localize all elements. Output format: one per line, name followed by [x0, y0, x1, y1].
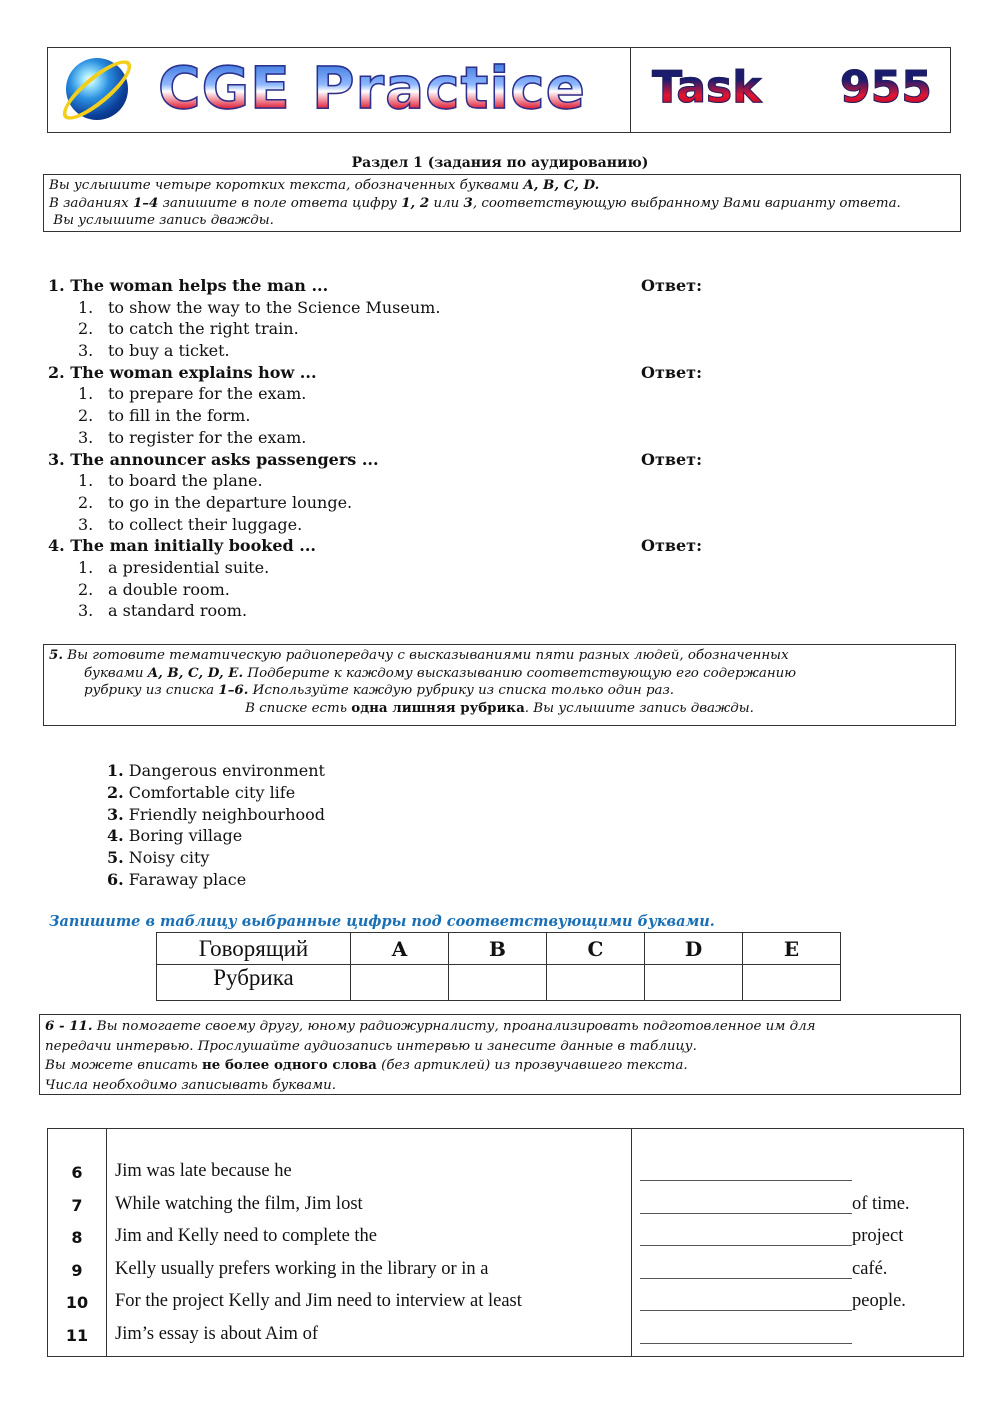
speaker-d: D [645, 933, 743, 965]
gap-fill-table [47, 1128, 964, 1357]
task6-line-1 [45, 1017, 955, 1037]
rubric-number: 3. [107, 804, 124, 824]
speaker-c: C [547, 933, 645, 965]
row-suffix: café. [852, 1258, 888, 1279]
text: Вы помогаете своему другу, юному радиожурналисту, проанализировать подготовленное им для [92, 1019, 816, 1034]
option[interactable] [48, 601, 748, 623]
answer-blank[interactable] [640, 1180, 852, 1181]
instruction-line-3: Вы услышите запись дважды. [49, 213, 274, 228]
option-text: to go in the departure lounge. [108, 492, 353, 512]
range: 1–4 [132, 194, 159, 211]
rubric-item [107, 848, 325, 870]
option[interactable] [48, 428, 748, 450]
option-number: 3. [78, 341, 94, 361]
question-1 [48, 276, 748, 298]
emphasis: одна лишняя рубрика [351, 699, 525, 716]
task6-line-2: передачи интервью. Прослушайте аудиозапись интервью и занесите данные в таблицу. [45, 1038, 697, 1054]
answer-label: Ответ: [641, 449, 702, 469]
speaker-row [157, 933, 841, 965]
text: В заданиях [49, 195, 133, 211]
instructions-box [43, 174, 961, 232]
option-number: 1. [78, 471, 94, 491]
gap-row-11 [48, 1323, 963, 1355]
answer-label: Ответ: [641, 276, 702, 295]
answer-label: Ответ: [641, 536, 702, 556]
rubric-number: 1. [107, 761, 124, 780]
section-title: Раздел 1 (задания по аудированию) [351, 155, 649, 171]
rubric-item [107, 761, 325, 783]
answer-blank[interactable] [640, 1213, 852, 1214]
answer-cell-a[interactable] [351, 965, 449, 1001]
row-suffix: people. [852, 1291, 906, 1311]
question-title: 3. The announcer asks passengers ... [48, 449, 379, 469]
emphasis: не более одного слова [201, 1057, 377, 1073]
text: , соответствующую выбранному Вами варианту ответа. [472, 195, 901, 211]
speaker-a: A [351, 933, 449, 965]
rubric-text: Dangerous environment [128, 761, 325, 780]
gap-row-9 [48, 1258, 963, 1290]
option-text: to catch the right train. [108, 319, 299, 339]
row-suffix: of time. [852, 1193, 910, 1214]
rubric-text: Noisy city [128, 848, 210, 868]
row-number: 7 [71, 1195, 83, 1215]
task-number: 6 - 11. [45, 1018, 93, 1034]
text: Вы готовите тематическую радиопередачу с высказываниями пяти разных людей, обозначенных [62, 648, 789, 663]
option-text: to board the plane. [108, 471, 263, 491]
row-text: Jim and Kelly need to complete the [115, 1226, 378, 1246]
task6-line-4: Числа необходимо записывать буквами. [45, 1077, 337, 1093]
option[interactable] [48, 580, 748, 602]
option-number: 2. [78, 406, 94, 426]
gap-row-6 [48, 1160, 963, 1192]
question-title: 2. The woman explains how ... [48, 362, 317, 382]
answer-cell-c[interactable] [547, 965, 645, 1001]
text: . Вы услышите запись дважды. [524, 700, 754, 716]
gap-row-7 [48, 1193, 963, 1225]
row-text: Jim was late because he [115, 1161, 292, 1181]
option-text: to register for the exam. [108, 427, 307, 447]
speaker-e: E [743, 933, 841, 965]
question-2 [48, 363, 748, 385]
rubric-number: 2. [107, 782, 124, 802]
option-text: a presidential suite. [108, 557, 270, 577]
option-text: a double room. [108, 579, 230, 599]
speaker-b: B [449, 933, 547, 965]
task6-11-instructions [39, 1014, 961, 1095]
row-number: 9 [71, 1260, 83, 1280]
text: запишите в поле ответа цифру [158, 195, 402, 211]
option-text: to fill in the form. [108, 406, 251, 426]
option[interactable] [48, 558, 748, 580]
task5-instructions [43, 644, 956, 726]
digit: 3 [463, 194, 473, 211]
answer-blank[interactable] [640, 1310, 852, 1311]
question-title: 4. The man initially booked ... [48, 536, 316, 556]
option[interactable] [48, 406, 748, 428]
rubric-item [107, 826, 325, 848]
rubric-text: Friendly neighbourhood [128, 804, 325, 824]
row-text: Kelly usually prefers working in the library or in a [115, 1258, 489, 1279]
logo-text: CGE Practice [158, 54, 586, 122]
speaker-rubric-table [156, 932, 841, 1001]
gap-row-10 [48, 1290, 963, 1322]
option-text: to prepare for the exam. [108, 384, 307, 404]
questions-block [48, 276, 748, 623]
answer-blank[interactable] [640, 1278, 852, 1279]
option[interactable] [48, 384, 748, 406]
answer-cell-b[interactable] [449, 965, 547, 1001]
option-number: 3. [78, 427, 94, 447]
option-number: 2. [78, 492, 94, 512]
answer-blank[interactable] [640, 1245, 852, 1246]
option-number: 1. [78, 384, 94, 404]
header-banner [47, 47, 951, 133]
option-number: 2. [78, 319, 94, 339]
task5-line-2 [49, 665, 950, 683]
option-number: 2. [78, 579, 94, 599]
task6-line-3 [45, 1056, 955, 1076]
option[interactable] [48, 515, 748, 537]
letters: A, B, C, D, E. [147, 664, 244, 681]
task5-line-4 [49, 700, 950, 718]
text: В списке есть [245, 700, 352, 716]
option-number: 1. [78, 297, 94, 317]
task-number: 955 [840, 62, 932, 113]
task-label: Task [652, 62, 762, 113]
row-number: 11 [65, 1325, 89, 1345]
option-text: a standard room. [108, 601, 248, 621]
globe-icon [66, 58, 128, 120]
answer-cell-e[interactable] [743, 965, 841, 1001]
rubric-text: Faraway place [128, 869, 247, 889]
option[interactable] [48, 298, 748, 320]
rubric-text: Boring village [128, 826, 243, 846]
text: Вы услышите четыре коротких текста, обозначенных буквами [49, 178, 524, 193]
rubric-item [107, 783, 325, 805]
text: или [429, 195, 464, 211]
row-text: While watching the film, Jim lost [115, 1193, 363, 1214]
gap-row-8 [48, 1225, 963, 1257]
answer-cell-d[interactable] [645, 965, 743, 1001]
rubric-text: Comfortable city life [128, 782, 296, 802]
text: рубрику из списка [84, 683, 219, 698]
option-number: 1. [78, 557, 94, 577]
text: Используйте каждую рубрику из списка только один раз. [248, 683, 675, 698]
instruction-line-2 [49, 195, 955, 213]
task5-line-1 [49, 647, 950, 665]
row-text: Jim’s essay is about Aim of [115, 1323, 318, 1344]
header-divider [630, 48, 631, 132]
text: буквами [84, 665, 148, 681]
digits: 1, 2 [401, 194, 430, 211]
range: 1–6. [218, 682, 249, 698]
rubric-item [107, 805, 325, 827]
question-4 [48, 536, 748, 558]
row-text: For the project Kelly and Jim need to interview at least [115, 1291, 522, 1311]
globe-ring [55, 52, 139, 129]
rubric-item [107, 870, 325, 892]
option-text: to collect their luggage. [108, 514, 303, 534]
task5-line-3 [49, 682, 950, 700]
row-label: Говорящий [157, 933, 351, 965]
option[interactable] [48, 493, 748, 515]
option[interactable] [48, 471, 748, 493]
task-number: 5. [49, 647, 63, 663]
text: Подберите к каждому высказыванию соответствующую его содержанию [243, 665, 797, 681]
letters: A, B, C, D. [523, 177, 600, 193]
option[interactable] [48, 341, 748, 363]
rubric-row [157, 965, 841, 1001]
option-text: to show the way to the Science Museum. [108, 297, 441, 317]
rubric-number: 6. [107, 869, 124, 889]
text: Вы можете вписать [45, 1058, 202, 1073]
row-number: 8 [71, 1228, 83, 1247]
answer-blank[interactable] [640, 1343, 852, 1344]
instruction-line-1 [49, 177, 955, 195]
rubric-number: 5. [107, 848, 124, 868]
option-number: 3. [78, 601, 94, 621]
table-instruction: Запишите в таблицу выбранные цифры под соответствующими буквами. [49, 913, 715, 930]
option-text: to buy a ticket. [108, 341, 230, 361]
row-suffix: project [852, 1226, 904, 1246]
text: (без артиклей) из прозвучавшего текста. [376, 1058, 688, 1073]
row-label: Рубрика [157, 965, 351, 1001]
answer-label: Ответ: [641, 362, 702, 382]
rubric-list [107, 761, 325, 892]
option-number: 3. [78, 514, 94, 534]
row-number: 10 [65, 1293, 89, 1312]
row-number: 6 [71, 1163, 83, 1182]
rubric-number: 4. [107, 826, 124, 846]
question-title: 1. The woman helps the man ... [48, 276, 329, 295]
question-3 [48, 450, 748, 472]
option[interactable] [48, 319, 748, 341]
